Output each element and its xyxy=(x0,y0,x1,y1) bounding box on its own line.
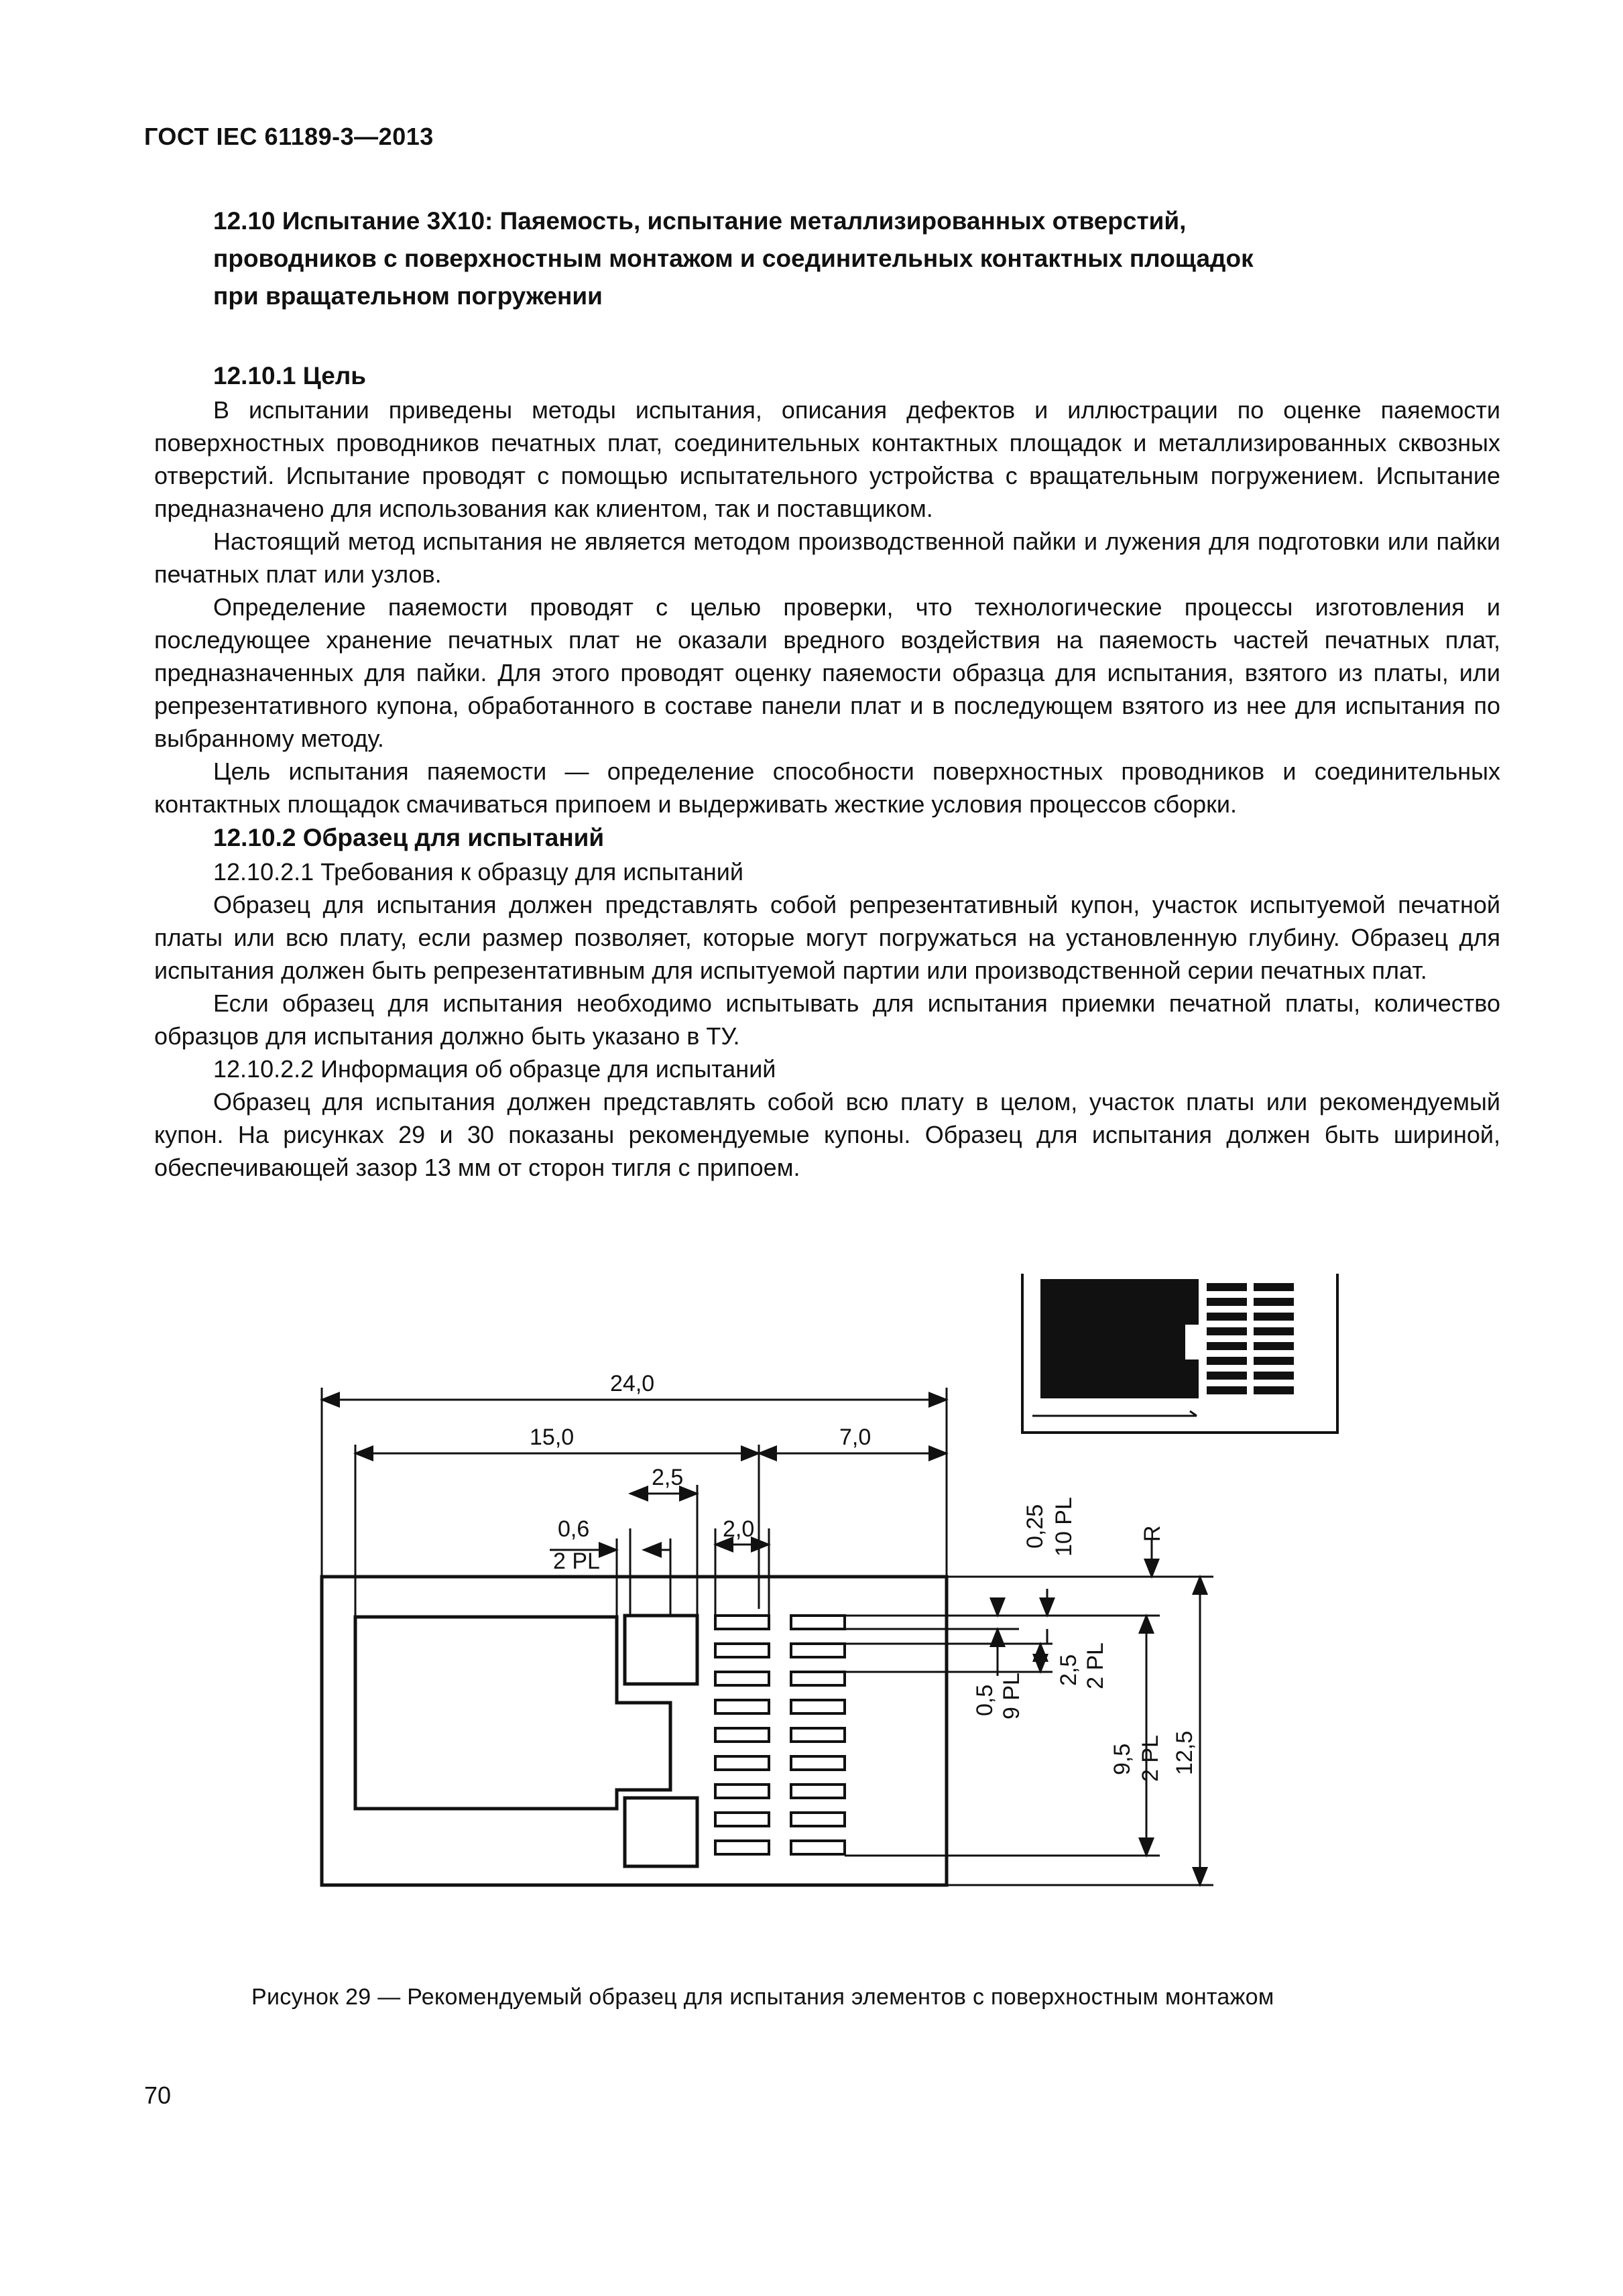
paragraph: Образец для испытания должен представлять собой репрезентативный купон, участок испытуемой печатной платы или всю плату, если размер позволяет, которые могут погружаться на установленную глубину. Образец для испытания должен быть репрезентативным для испытуемой партии или производственной серии печатных плат. xyxy=(154,891,1500,984)
dim-inner-height: 9,5 xyxy=(1109,1743,1135,1775)
item-1-title: 12.10.2.1 Требования к образцу для испытаний xyxy=(213,858,743,886)
dim-line-width-pl: 10 PL xyxy=(1051,1497,1077,1557)
item-2-title: 12.10.2.2 Информация об образце для испытаний xyxy=(213,1055,776,1083)
paragraph: Образец для испытания должен представлять собой всю плату в целом, участок платы или рекомендуемый купон. На рисунках 29 и 30 показаны рекомендуемые купоны. Образец для испытания должен быть шириной, обеспечивающей зазор 13 мм от сторон тигля с припоем. xyxy=(154,1088,1500,1181)
dim-pad-group: 2,5 xyxy=(652,1465,684,1490)
paragraph: Настоящий метод испытания не является методом производственной пайки и лужения для подготовки или пайки печатных плат или узлов. xyxy=(154,528,1500,588)
section-title-line-2: проводников с поверхностным монтажом и соединительных контактных площадок xyxy=(213,245,1254,272)
dim-line-width: 0,25 xyxy=(1022,1504,1048,1549)
dim-right-width: 7,0 xyxy=(839,1425,871,1450)
dim-gap: 0,6 xyxy=(558,1516,590,1542)
smt-pads xyxy=(715,1616,845,1854)
paragraph: Если образец для испытания необходимо испытывать для испытания приемки печатной платы, количество образцов для испытания должно быть указано в ТУ. xyxy=(154,989,1500,1050)
section-title-line-3: при вращательном погружении xyxy=(213,282,603,310)
page-number: 70 xyxy=(144,2081,172,2109)
coupon-thumbnail xyxy=(1022,1274,1337,1433)
coupon-drawing xyxy=(295,1274,1368,1944)
dim-gap-pl: 2 PL xyxy=(553,1549,600,1574)
paragraph: Определение паяемости проводят с целью проверки, что технологические процессы изготовления и последующее хранение печатных плат не оказали вредного воздействия на паяемость частей печатных плат, предназначенных для пайки. Для этого проводят оценку паяемости образца для испытания, взятого из платы, или репрезентативного купона, обработанного в составе панели плат и в последующем взятого из нее для испытания по выбранному методу. xyxy=(154,593,1500,752)
paragraph: Цель испытания паяемости — определение способности поверхностных проводников и соединительных контактных площадок смачиваться припоем и выдерживать жесткие условия процессов сборки. xyxy=(154,758,1500,818)
figure-caption: Рисунок 29 — Рекомендуемый образец для испытания элементов с поверхностным монтажом xyxy=(251,1984,1274,2010)
section-title-line-1: 12.10 Испытание 3X10: Паяемость, испытание металлизированных отверстий, xyxy=(213,207,1187,235)
document-code: ГОСТ IEC 61189-3—2013 xyxy=(144,123,434,150)
dim-inner-height-pl: 2 PL xyxy=(1138,1735,1163,1782)
dim-total-height: 12,5 xyxy=(1172,1730,1197,1775)
dim-radius: R xyxy=(1140,1525,1165,1542)
subsection-2-title: 12.10.2 Образец для испытаний xyxy=(213,824,605,851)
dim-spacing: 0,5 xyxy=(972,1684,998,1716)
dim-spacing-pl: 9 PL xyxy=(999,1673,1024,1719)
coupon-outline xyxy=(322,1577,947,1885)
square-pads xyxy=(625,1616,697,1866)
body-text xyxy=(154,359,1500,1184)
dim-total-width: 24,0 xyxy=(610,1371,655,1396)
dim-pitch: 2,5 xyxy=(1056,1654,1081,1686)
dim-left-width: 15,0 xyxy=(530,1425,575,1450)
paragraph: В испытании приведены методы испытания, описания дефектов и иллюстрации по оценке паяемости поверхностных проводников печатных плат, соединительных контактных площадок и металлизированных сквозных отверстий. Испытание проводят с помощью испытательного устройства с вращательным погружением. Испытание предназначено для использования как клиентом, так и поставщиком. xyxy=(154,396,1500,522)
subsection-1-title: 12.10.1 Цель xyxy=(213,362,367,389)
section-heading xyxy=(213,202,1500,315)
dim-pad-length: 2,0 xyxy=(723,1516,755,1542)
horizontal-dimensions xyxy=(322,1388,947,1617)
dim-pitch-pl: 2 PL xyxy=(1083,1642,1108,1689)
vertical-dimensions xyxy=(845,1538,1213,1885)
